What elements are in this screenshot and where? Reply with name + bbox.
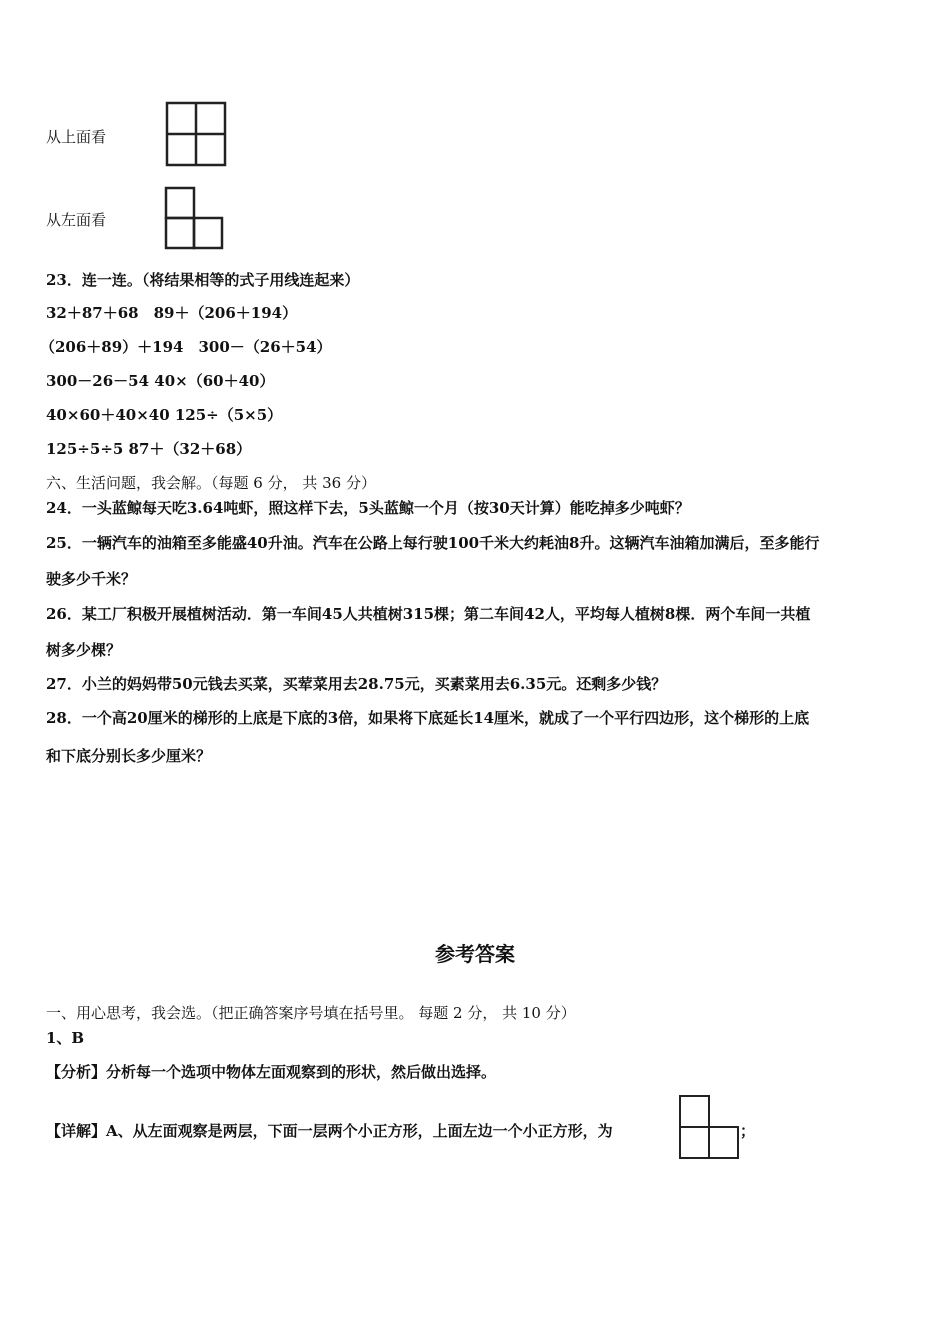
answer-detail: 【详解】A、从左面观察是两层，下面一层两个小正方形，上面左边一个小正方形，为: [46, 1122, 613, 1140]
q23-row: 32＋87＋68 89＋（206＋194）: [46, 304, 298, 322]
q23-row: 40×60＋40×40 125÷（5×5）: [46, 406, 283, 424]
q25-line1: 25．一辆汽车的油箱至多能盛40升油。汽车在公路上每行驶100千米大约耗油8升。这辆汽车油箱加满后，至多能行: [46, 534, 820, 552]
answers-section1: 一、用心思考，我会选。（把正确答案序号填在括号里。 每题 2 分， 共 10 分）: [46, 1004, 576, 1022]
answers-title: 参考答案: [435, 942, 515, 966]
left-view-figure: [164, 186, 224, 250]
q28-line2: 和下底分别长多少厘米？: [46, 747, 212, 765]
top-view-figure: [165, 101, 227, 167]
q23-title: 23．连一连。（将结果相等的式子用线连起来）: [46, 271, 360, 289]
q23-row: （206＋89）＋194 300－（26＋54）: [40, 338, 332, 356]
q25-line2: 驶多少千米？: [46, 570, 137, 588]
left-view-label: 从左面看: [46, 211, 107, 229]
q26-line1: 26．某工厂积极开展植树活动．第一车间45人共植树315棵；第二车间42人，平均每人植树8棵．两个车间一共植: [46, 605, 811, 623]
answer-analysis: 【分析】分析每一个选项中物体左面观察到的形状，然后做出选择。: [46, 1063, 497, 1081]
answer-1: 1、B: [46, 1029, 85, 1047]
q28-line1: 28．一个高20厘米的梯形的上底是下底的3倍，如果将下底延长14厘米，就成了一个平行四边形，这个梯形的上底: [46, 709, 810, 727]
q24: 24．一头蓝鲸每天吃3.64吨虾，照这样下去，5头蓝鲸一个月（按30天计算）能吃掉多少吨虾？: [46, 499, 690, 517]
q27: 27．小兰的妈妈带50元钱去买菜，买荤菜用去28.75元，买素菜用去6.35元。还剩多少钱？: [46, 675, 667, 693]
answer-detail-end: ；: [740, 1122, 756, 1140]
top-view-label: 从上面看: [46, 128, 107, 146]
q23-row: 125÷5÷5 87＋（32＋68）: [46, 440, 252, 458]
q26-line2: 树多少棵？: [46, 641, 122, 659]
q23-row: 300－26－54 40×（60＋40）: [46, 372, 275, 390]
section6-heading: 六、生活问题，我会解。（每题 6 分， 共 36 分）: [46, 474, 376, 492]
answer-left-view-figure: [678, 1094, 740, 1160]
